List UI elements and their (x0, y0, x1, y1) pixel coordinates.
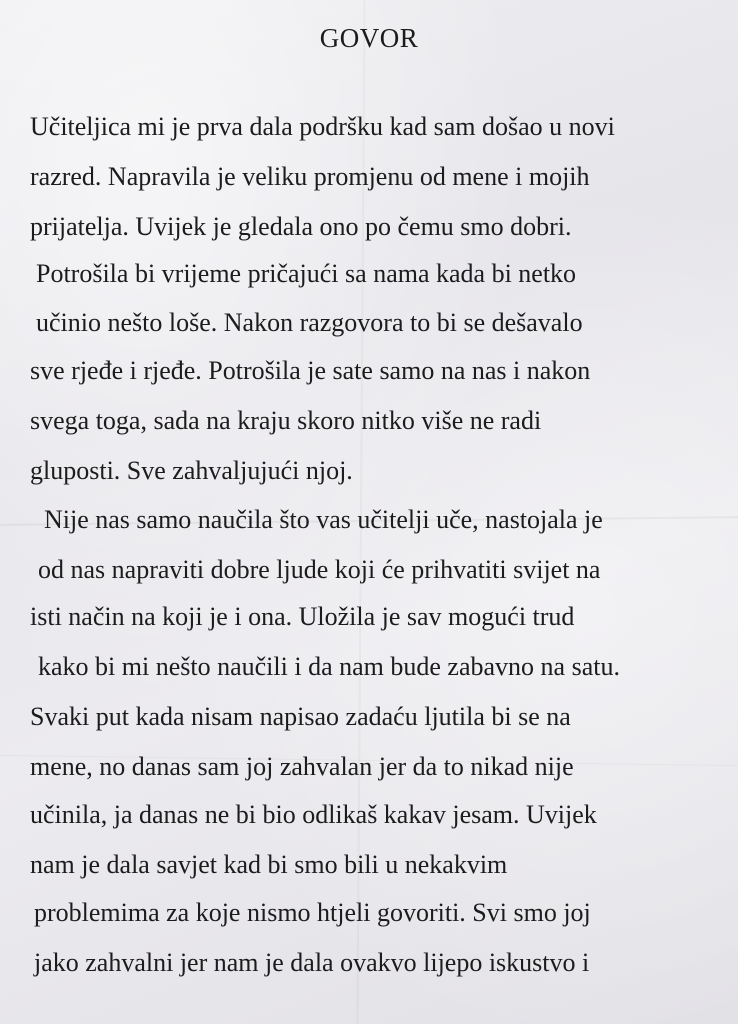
text-line: Svaki put kada nisam napisao zadaću ljutila bi se na (30, 702, 571, 731)
text-line: jako zahvalni jer nam je dala ovakvo lijepo iskustvo i (34, 948, 590, 977)
document-title: GOVOR (319, 23, 419, 53)
text-line: nam je dala savjet kad bi smo bili u nekakvim (30, 850, 508, 879)
text-line: sve rjeđe i rjeđe. Potrošila je sate samo na nas i nakon (30, 356, 591, 385)
text-line: gluposti. Sve zahvaljujući njoj. (30, 456, 353, 485)
text-line: učinio nešto loše. Nakon razgovora to bi se dešavalo (36, 308, 583, 337)
text-line: svega toga, sada na kraju skoro nitko više ne radi (30, 406, 542, 435)
text-line: Učiteljica mi je prva dala podršku kad sam došao u novi (30, 112, 615, 141)
text-line: mene, no danas sam joj zahvalan jer da to nikad nije (30, 752, 574, 781)
text-line: problemima za koje nismo htjeli govoriti. Svi smo joj (34, 898, 591, 927)
text-line: Potrošila bi vrijeme pričajući sa nama kada bi netko (36, 259, 577, 288)
text-line: učinila, ja danas ne bi bio odlikaš kakav jesam. Uvijek (30, 800, 597, 829)
text-line: od nas napraviti dobre ljude koji će prihvatiti svijet na (38, 555, 601, 584)
text-line: kako bi mi nešto naučili i da nam bude zabavno na satu. (38, 652, 620, 681)
text-line: razred. Napravila je veliku promjenu od mene i mojih (30, 162, 590, 191)
text-line: isti način na koji je i ona. Uložila je sav mogući trud (30, 602, 575, 631)
text-line: Nije nas samo naučila što vas učitelji uče, nastojala je (44, 505, 603, 534)
text-line: prijatelja. Uvijek je gledala ono po čemu smo dobri. (30, 212, 572, 241)
